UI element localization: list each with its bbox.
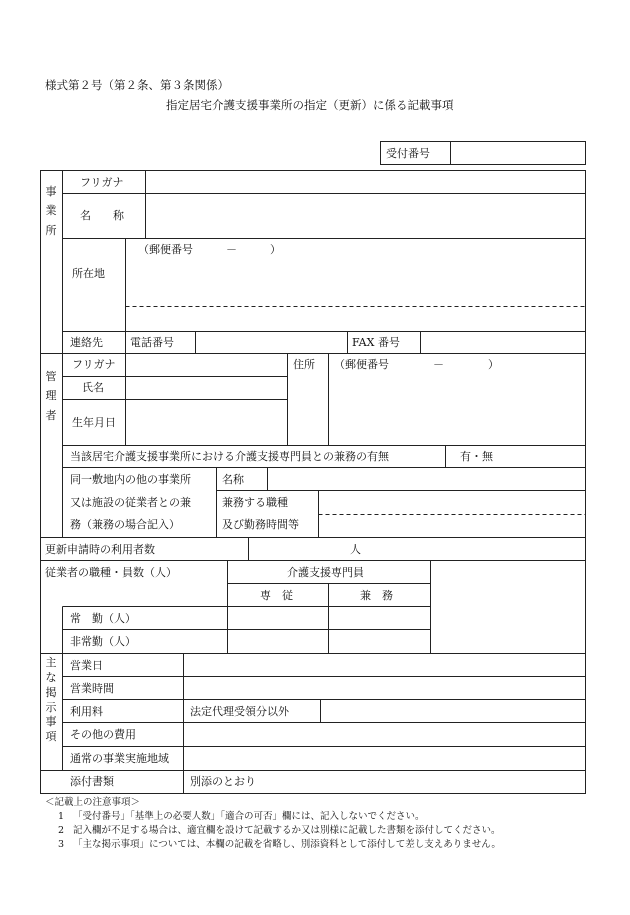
concurrent-question: 当該居宅介護支援事業所における介護支援専門員との兼務の有無 [70, 450, 389, 463]
manager-address-label: 住所 [293, 358, 315, 371]
note-1-text: 「受付番号」「基準上の必要人数」「適合の可否」欄には、記入しないでください。 [73, 811, 425, 822]
concurrent-answer[interactable]: 有・無 [460, 450, 493, 463]
form-number: 様式第２号（第２条、第３条関係） [45, 78, 229, 92]
note-3-text: 「主な掲示事項」については、本欄の記載を省略し、別添資料として添付して差し支えありません。 [73, 839, 501, 850]
notes-heading: ＜記載上の注意事項＞ [45, 797, 141, 808]
staff-role-header: 介護支援専門員 [287, 566, 364, 579]
office-phone-field[interactable] [200, 335, 344, 351]
users-unit: 人 [350, 543, 361, 556]
office-phone-label: 電話番号 [130, 336, 174, 349]
other-work-label-3: 務（兼務の場合記入） [70, 518, 180, 531]
manager-furigana-field[interactable] [130, 358, 284, 374]
users-count-field[interactable] [252, 541, 350, 557]
note-1-number: 1 [58, 811, 65, 822]
receipt-number-field[interactable] [456, 148, 580, 162]
attachments-label: 添付書類 [70, 775, 114, 788]
other-costs-label: その他の費用 [70, 728, 136, 741]
business-days-field[interactable] [187, 657, 581, 673]
office-furigana-field[interactable] [150, 175, 580, 191]
office-address-label: 所在地 [72, 267, 105, 280]
staff-fulltime-header: 専 従 [260, 589, 293, 602]
office-name-label: 名 称 [80, 209, 124, 222]
manager-name-field[interactable] [130, 380, 284, 396]
service-area-field[interactable] [187, 750, 581, 767]
business-hours-field[interactable] [187, 680, 581, 696]
attachments-value: 別添のとおり [190, 775, 256, 788]
office-contact-label: 連絡先 [70, 336, 103, 349]
other-duty-label-2: 及び勤務時間等 [222, 518, 299, 531]
manager-section-label: 管理者 [45, 370, 57, 422]
page-title: 指定居宅介護支援事業所の指定（更新）に係る記載事項 [166, 98, 454, 112]
note-2-number: 2 [58, 825, 65, 836]
manager-address-field[interactable] [334, 375, 582, 441]
business-days-label: 営業日 [70, 659, 103, 672]
notice-section-label: 主な掲示事項 [45, 656, 57, 744]
other-name-label: 名称 [222, 473, 244, 486]
note-3-number: 3 [58, 839, 65, 850]
manager-furigana-label: フリガナ [72, 358, 116, 371]
manager-name-label: 氏名 [82, 381, 104, 394]
staff-regular-fulltime-field[interactable] [231, 610, 325, 626]
service-area-label: 通常の事業実施地域 [70, 752, 169, 765]
note-2-text: 記入欄が不足する場合は、適宜欄を設けて記載するか又は別様に記載した書類を添付してください。 [73, 825, 501, 836]
office-furigana-label: フリガナ [80, 176, 124, 189]
manager-dob-label: 生年月日 [72, 416, 116, 429]
manager-postal-text: （郵便番号 － ） [334, 358, 499, 371]
office-section-label: 事業所 [45, 185, 57, 237]
other-work-label-2: 又は施設の従業者との兼 [70, 496, 191, 509]
office-name-field[interactable] [150, 200, 580, 232]
other-duty-field[interactable] [322, 494, 582, 534]
other-work-label-1: 同一敷地内の他の事業所 [70, 473, 191, 486]
other-duty-label-1: 兼務する職種 [222, 496, 288, 509]
business-hours-label: 営業時間 [70, 682, 114, 695]
staff-nonregular-label: 非常勤（人） [70, 635, 136, 648]
staff-nonregular-parttime-field[interactable] [332, 633, 426, 649]
staff-label: 従業者の職種・員数（人） [45, 566, 177, 579]
office-fax-label: FAX 番号 [352, 336, 400, 349]
other-name-field[interactable] [271, 471, 581, 487]
staff-parttime-header: 兼 務 [360, 589, 393, 602]
fee-field[interactable] [324, 703, 581, 719]
manager-dob-field[interactable] [130, 404, 284, 442]
staff-regular-label: 常 勤（人） [70, 612, 136, 625]
office-fax-field[interactable] [424, 335, 582, 351]
staff-regular-parttime-field[interactable] [332, 610, 426, 626]
fee-note: 法定代理受領分以外 [190, 705, 289, 718]
other-costs-field[interactable] [187, 726, 581, 743]
office-postal-text: （郵便番号 － ） [138, 243, 281, 256]
users-count-label: 更新申請時の利用者数 [45, 543, 155, 556]
fee-label: 利用料 [70, 705, 103, 718]
receipt-label: 受付番号 [386, 147, 430, 160]
staff-nonregular-fulltime-field[interactable] [231, 633, 325, 649]
office-address-field[interactable] [130, 260, 580, 302]
